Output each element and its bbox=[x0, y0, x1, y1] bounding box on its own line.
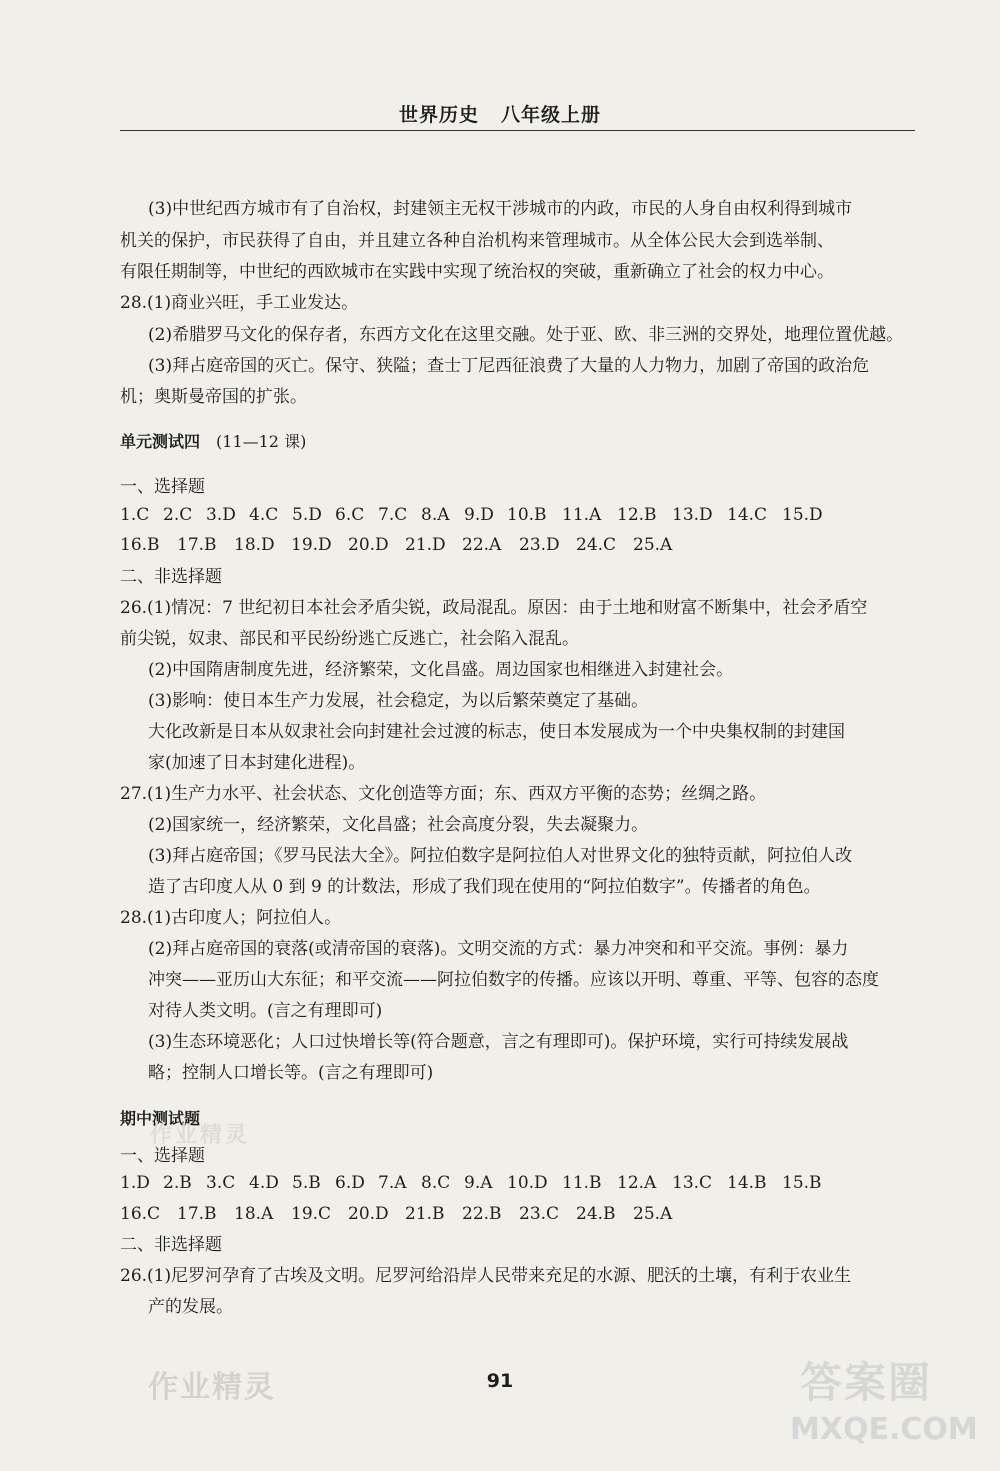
answer-item: 10.B bbox=[507, 505, 547, 525]
answer-item: 24.B bbox=[576, 1204, 616, 1224]
answer-item: 4.C bbox=[249, 505, 279, 525]
unit4-lessons: (11—12 课) bbox=[216, 432, 307, 451]
watermark-site-url: MXQE.COM bbox=[790, 1412, 978, 1447]
answer-item: 3.C bbox=[206, 1173, 236, 1193]
answer-item: 13.C bbox=[672, 1173, 713, 1193]
unit4-nonchoice-heading: 二、非选择题 bbox=[120, 567, 222, 587]
header-rule bbox=[120, 130, 915, 131]
text-line: 对待人类文明。(言之有理即可) bbox=[148, 1001, 383, 1021]
text-line: 略；控制人口增长等。(言之有理即可) bbox=[148, 1063, 434, 1083]
midterm-choice-heading: 一、选择题 bbox=[120, 1146, 205, 1166]
text-line: 27.(1)生产力水平、社会状态、文化创造等方面；东、西双方平衡的态势；丝绸之路。 bbox=[120, 784, 767, 804]
text-line: (3)拜占庭帝国；《罗马民法大全》。阿拉伯数字是阿拉伯人对世界文化的独特贡献，阿拉伯人改 bbox=[148, 846, 853, 866]
answer-item: 16.B bbox=[120, 535, 160, 555]
answer-item: 17.B bbox=[177, 535, 217, 555]
answer-item: 4.D bbox=[249, 1173, 279, 1193]
answer-item: 15.D bbox=[782, 505, 823, 525]
text-line: (2)希腊罗马文化的保存者，东西方文化在这里交融。处于亚、欧、非三洲的交界处，地理位置优越。 bbox=[148, 325, 904, 345]
answer-item: 6.C bbox=[335, 505, 365, 525]
text-line: (2)中国隋唐制度先进，经济繁荣，文化昌盛。周边国家也相继进入封建社会。 bbox=[148, 660, 734, 680]
midterm-answers-row2 bbox=[120, 1203, 690, 1225]
page-number: 91 bbox=[486, 1370, 514, 1392]
answer-item: 5.D bbox=[292, 505, 322, 525]
answer-item: 10.D bbox=[507, 1173, 548, 1193]
running-header bbox=[0, 100, 1000, 127]
answer-item: 11.B bbox=[562, 1173, 602, 1193]
answer-item: 14.C bbox=[727, 505, 768, 525]
text-line: (3)中世纪西方城市有了自治权，封建领主无权干涉城市的内政，市民的人身自由权利得到城市 bbox=[148, 199, 853, 219]
answer-item: 6.D bbox=[335, 1173, 365, 1193]
text-line: 有限任期制等，中世纪的西欧城市在实践中实现了统治权的突破，重新确立了社会的权力中心。 bbox=[120, 262, 834, 282]
answer-item: 12.B bbox=[617, 505, 657, 525]
answer-item: 7.A bbox=[378, 1173, 407, 1193]
text-line: 26.(1)情况：7 世纪初日本社会矛盾尖锐，政局混乱。原因：由于土地和财富不断集中，社会矛盾空 bbox=[120, 598, 868, 618]
midterm-answers-row1 bbox=[120, 1172, 837, 1194]
section-title-midterm: 期中测试题 bbox=[120, 1109, 201, 1128]
text-line: 26.(1)尼罗河孕育了古埃及文明。尼罗河给沿岸人民带来充足的水源、肥沃的土壤，有利于农业生 bbox=[120, 1266, 852, 1286]
text-line: 产的发展。 bbox=[148, 1297, 233, 1317]
answer-item: 24.C bbox=[576, 535, 617, 555]
answer-item: 7.C bbox=[378, 505, 408, 525]
answer-item: 19.D bbox=[291, 535, 332, 555]
answer-item: 17.B bbox=[177, 1204, 217, 1224]
answer-item: 9.D bbox=[464, 505, 494, 525]
text-line: 28.(1)商业兴旺，手工业发达。 bbox=[120, 293, 359, 313]
answer-item: 9.A bbox=[464, 1173, 493, 1193]
text-line: 机；奥斯曼帝国的扩张。 bbox=[120, 387, 307, 407]
text-line: (3)生态环境恶化；人口过快增长等(符合题意，言之有理即可)。保护环境，实行可持续发展战 bbox=[148, 1032, 849, 1052]
unit4-answers-row1 bbox=[120, 504, 837, 526]
text-line: (2)国家统一，经济繁荣，文化昌盛；社会高度分裂，失去凝聚力。 bbox=[148, 815, 649, 835]
answer-item: 13.D bbox=[672, 505, 713, 525]
answer-item: 21.B bbox=[405, 1204, 445, 1224]
answer-item: 16.C bbox=[120, 1204, 161, 1224]
text-line: 机关的保护，市民获得了自由，并且建立各种自治机构来管理城市。从全体公民大会到选举制、 bbox=[120, 231, 834, 251]
answer-item: 19.C bbox=[291, 1204, 332, 1224]
answer-item: 18.A bbox=[234, 1204, 274, 1224]
midterm-nonchoice-heading: 二、非选择题 bbox=[120, 1235, 222, 1255]
text-line: 前尖锐，奴隶、部民和平民纷纷逃亡反逃亡，社会陷入混乱。 bbox=[120, 629, 579, 649]
text-line: 28.(1)古印度人；阿拉伯人。 bbox=[120, 908, 342, 928]
unit4-title: 单元测试四 bbox=[120, 432, 201, 451]
answer-item: 14.B bbox=[727, 1173, 767, 1193]
answer-item: 8.A bbox=[421, 505, 450, 525]
watermark-publisher-faint: 作业精灵 bbox=[150, 1123, 251, 1148]
text-line: 冲突——亚历山大东征；和平交流——阿拉伯数字的传播。应该以开明、尊重、平等、包容的态度 bbox=[148, 970, 879, 990]
answer-item: 20.D bbox=[348, 1204, 389, 1224]
answer-item: 25.A bbox=[633, 1204, 673, 1224]
answer-item: 8.C bbox=[421, 1173, 451, 1193]
answer-item: 2.C bbox=[163, 505, 193, 525]
text-line: 家(加速了日本封建化进程)。 bbox=[148, 753, 366, 773]
text-line: (2)拜占庭帝国的衰落(或清帝国的衰落)。文明交流的方式：暴力冲突和和平交流。事例：暴力 bbox=[148, 939, 849, 959]
answer-item: 25.A bbox=[633, 535, 673, 555]
answer-item: 5.B bbox=[292, 1173, 321, 1193]
answer-item: 3.D bbox=[206, 505, 236, 525]
answer-item: 23.C bbox=[519, 1204, 560, 1224]
text-line: (3)影响：使日本生产力发展，社会稳定，为以后繁荣奠定了基础。 bbox=[148, 691, 649, 711]
text-line: (3)拜占庭帝国的灭亡。保守、狭隘；查士丁尼西征浪费了大量的人力物力，加剧了帝国的政治危 bbox=[148, 356, 870, 376]
watermark-site-logo: 答案圈 bbox=[800, 1358, 933, 1407]
answer-item: 20.D bbox=[348, 535, 389, 555]
answer-item: 11.A bbox=[562, 505, 602, 525]
header-grade: 八年级上册 bbox=[501, 104, 602, 126]
answer-item: 23.D bbox=[519, 535, 560, 555]
unit4-choice-heading: 一、选择题 bbox=[120, 477, 205, 497]
answer-item: 21.D bbox=[405, 535, 446, 555]
watermark-publisher: 作业精灵 bbox=[148, 1370, 276, 1405]
answer-item: 15.B bbox=[782, 1173, 822, 1193]
answer-item: 12.A bbox=[617, 1173, 657, 1193]
section-title-unit4 bbox=[120, 431, 306, 453]
header-subject: 世界历史 bbox=[398, 104, 479, 126]
answer-item: 18.D bbox=[234, 535, 275, 555]
answer-item: 1.C bbox=[120, 505, 150, 525]
answer-item: 22.B bbox=[462, 1204, 502, 1224]
answer-item: 1.D bbox=[120, 1173, 150, 1193]
answer-item: 22.A bbox=[462, 535, 502, 555]
text-line: 大化改新是日本从奴隶社会向封建社会过渡的标志，使日本发展成为一个中央集权制的封建国 bbox=[148, 722, 845, 742]
answer-item: 2.B bbox=[163, 1173, 192, 1193]
unit4-answers-row2 bbox=[120, 534, 690, 556]
text-line: 造了古印度人从 0 到 9 的计数法，形成了我们现在使用的“阿拉伯数字”。传播者的角色。 bbox=[148, 877, 821, 897]
